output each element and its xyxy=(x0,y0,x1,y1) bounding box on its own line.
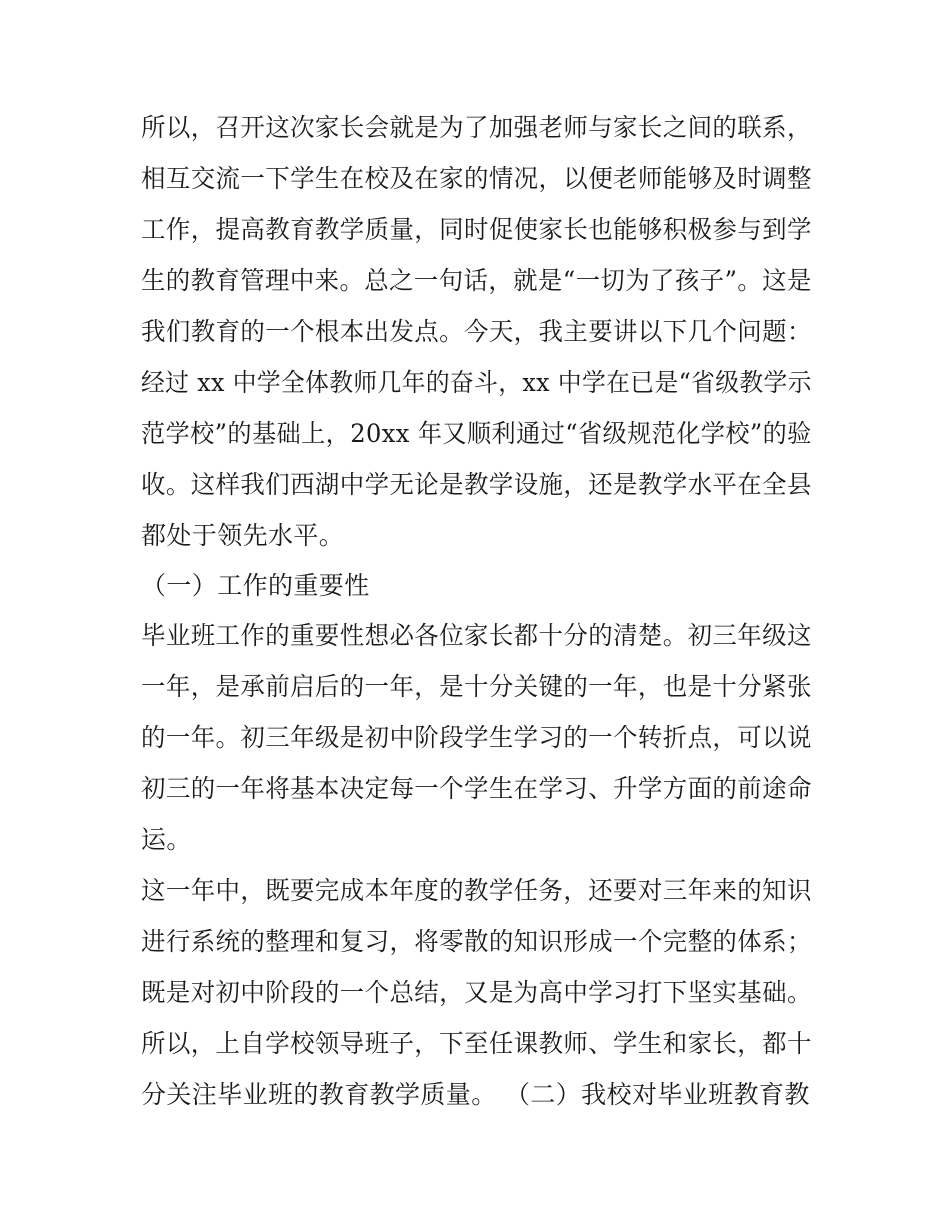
text-line: 所以，上自学校领导班子，下至任课教师、学生和家长，都十 xyxy=(141,1029,812,1058)
text-line: 的一年。初三年级是初中阶段学生学习的一个转折点，可以说 xyxy=(141,723,812,752)
text-line: 一年，是承前启后的一年，是十分关键的一年，也是十分紧张 xyxy=(141,672,812,701)
text-line: 范学校”的基础上，20xx 年又顺利通过“省级规范化学校”的验 xyxy=(141,419,812,448)
text-line: 生的教育管理中来。总之一句话，就是“一切为了孩子”。这是 xyxy=(141,266,812,295)
text-line: 这一年中，既要完成本年度的教学任务，还要对三年来的知识 xyxy=(141,876,812,905)
section-heading: （一）工作的重要性 xyxy=(141,571,370,600)
text-line: 分关注毕业班的教育教学质量。 （二）我校对毕业班教育教 xyxy=(141,1080,810,1109)
text-line: 既是对初中阶段的一个总结，又是为高中学习打下坚实基础。 xyxy=(141,978,812,1007)
text-line: 初三的一年将基本决定每一个学生在学习、升学方面的前途命 xyxy=(141,774,812,803)
text-line: 都处于领先水平。 xyxy=(141,521,345,550)
text-line: 收。这样我们西湖中学无论是教学设施，还是教学水平在全县 xyxy=(141,470,812,499)
text-line: 毕业班工作的重要性想必各位家长都十分的清楚。初三年级这 xyxy=(141,621,812,650)
text-line: 进行系统的整理和复习，将零散的知识形成一个完整的体系； xyxy=(141,927,812,956)
text-line: 工作，提高教育教学质量，同时促使家长也能够积极参与到学 xyxy=(141,215,812,244)
text-line: 经过 xx 中学全体教师几年的奋斗，xx 中学在已是“省级教学示 xyxy=(141,368,812,397)
text-line: 我们教育的一个根本出发点。今天，我主要讲以下几个问题： xyxy=(141,317,812,346)
text-line: 相互交流一下学生在校及在家的情况，以便老师能够及时调整 xyxy=(141,164,812,193)
text-line: 运。 xyxy=(141,825,192,854)
text-line: 所以，召开这次家长会就是为了加强老师与家长之间的联系， xyxy=(141,113,812,142)
